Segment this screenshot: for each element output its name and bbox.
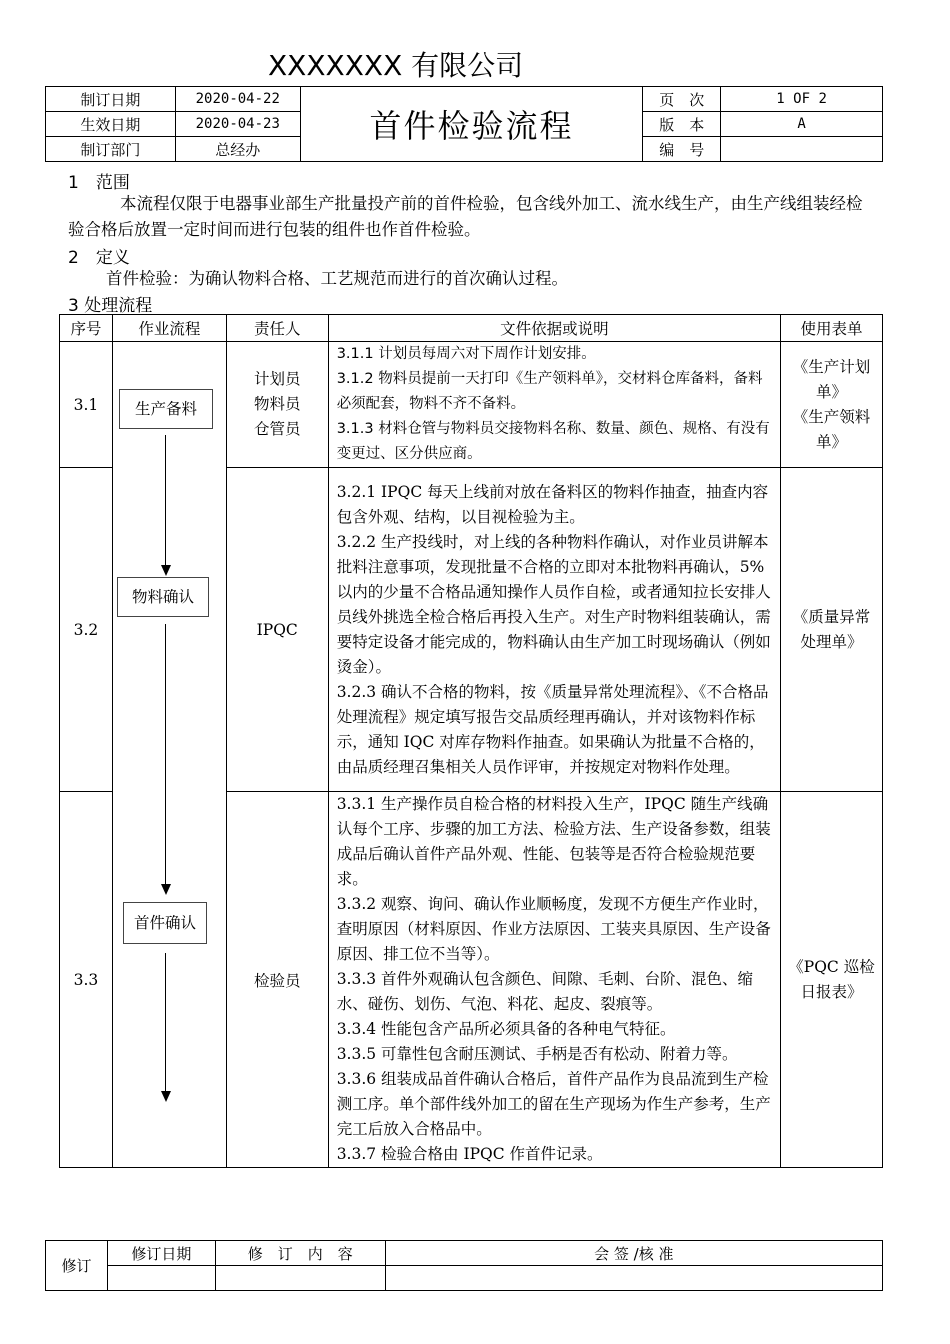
- header-value-issue-date: 2020-04-22: [175, 87, 300, 112]
- description-item: 3.3.4 性能包含产品所必须具备的各种电气特征。: [336, 1020, 676, 1038]
- description-item: 3.2.3 确认不合格的物料，按《质量异常处理流程》、《不合格品处理流程》规定填写报告交品质经理再确认，并对该物料作标示，通知 IQC 对库存物料作抽查。如果确认为批量不合格的，由品质经理召集相关人员作评审，并按规定对物料作处理。: [336, 682, 769, 776]
- company-name: XXXXXXX 有限公司: [268, 49, 524, 82]
- header-value-effective-date: 2020-04-23: [175, 112, 300, 137]
- column-header-description: 文件依据或说明: [328, 315, 780, 342]
- responsible-person: 计划员: [253, 370, 301, 388]
- header-value-page: 1 OF 2: [721, 87, 883, 112]
- header-value-number: [721, 137, 883, 162]
- section-1-text: 本流程仅限于电器事业部生产批量投产前的首件检验，包含线外加工、流水线生产，由生产线组装经检验合格后放置一定时间而进行包装的组件也作首件检验。: [68, 194, 863, 239]
- description-item: 3.2.1 IPQC 每天上线前对放在备料区的物料作抽查，抽查内容包含外观、结构，以目视检验为主。: [336, 482, 769, 526]
- row-number: 3.1: [60, 342, 113, 468]
- revision-table: [45, 1240, 883, 1291]
- flow-connector-line: [165, 624, 166, 884]
- revision-side-label: 修订: [46, 1241, 108, 1291]
- row-number: 3.2: [60, 468, 113, 792]
- responsible-cell: [226, 468, 328, 792]
- section-1-title: 1 范围: [68, 173, 130, 193]
- responsible-person: 仓管员: [253, 420, 301, 438]
- header-label-issue-date: 制订日期: [46, 87, 176, 112]
- flow-column-cell: [112, 342, 226, 1168]
- section-3-title: 3 处理流程: [68, 296, 153, 316]
- description-cell: [328, 342, 780, 468]
- document-header-table: [45, 86, 883, 162]
- form-name: 《PQC 巡检日报表》: [788, 957, 875, 1001]
- flow-connector-line: [165, 435, 166, 566]
- flow-arrow-down-icon: [161, 1091, 171, 1102]
- process-table-header-row: [60, 315, 883, 342]
- forms-cell: [781, 342, 883, 468]
- flow-arrow-down-icon: [161, 565, 171, 576]
- forms-cell: [781, 468, 883, 792]
- form-name: 《质量异常处理单》: [792, 607, 871, 651]
- description-item: 3.2.2 生产投线时，对上线的各种物料作确认，对作业员讲解本批料注意事项，发现批量不合格的立即对本批物料再确认，5%以内的少量不合格品通知操作人员作自检，或者通知拉长安排人员线外挑选全检合格后再投入生产。对生产时物料组装确认，需要特定设备才能完成的，物料确认由生产加工时现场确认（例如烫金）。: [336, 532, 771, 676]
- flow-step-prepare-materials: 生产备料: [119, 389, 213, 429]
- flow-connector-line: [165, 953, 166, 1092]
- header-label-department: 制订部门: [46, 137, 176, 162]
- responsible-cell: [226, 342, 328, 468]
- row-number: 3.3: [60, 792, 113, 1168]
- description-cell: [328, 792, 780, 1168]
- revision-date-header: 修订日期: [107, 1241, 215, 1266]
- column-header-responsible: 责任人: [226, 315, 328, 342]
- revision-date-cell: [107, 1266, 215, 1291]
- revision-content-header: 修 订 内 容: [215, 1241, 385, 1266]
- header-label-version: 版 本: [643, 112, 721, 137]
- description-item: 3.3.7 检验合格由 IPQC 作首件记录。: [336, 1145, 603, 1163]
- revision-sign-cell: [385, 1266, 882, 1291]
- form-name: 《生产领料单》: [792, 407, 871, 451]
- header-label-number: 编 号: [643, 137, 721, 162]
- description-item: 3.3.2 观察、询问、确认作业顺畅度，发现不方便生产作业时，查明原因（材料原因、作业方法原因、工装夹具原因、生产设备原因、排工位不当等）。: [336, 895, 771, 963]
- responsible-person: IPQC: [256, 620, 298, 639]
- forms-cell: [781, 792, 883, 1168]
- header-label-effective-date: 生效日期: [46, 112, 176, 137]
- process-table: [59, 314, 883, 1168]
- responsible-person: 检验员: [253, 971, 301, 990]
- description-item: 3.3.3 首件外观确认包含颜色、间隙、毛刺、台阶、混色、缩水、碰伤、划伤、气泡、料花、起皮、裂痕等。: [336, 970, 754, 1013]
- document-title: 首件检验流程: [300, 87, 643, 162]
- column-header-no: 序号: [60, 315, 113, 342]
- flow-arrow-down-icon: [161, 884, 171, 895]
- flow-step-first-article-confirm: 首件确认: [123, 902, 207, 944]
- revision-sign-header: 会 签 /核 准: [385, 1241, 882, 1266]
- description-cell: [328, 468, 780, 792]
- section-2-title: 2 定义: [68, 248, 130, 268]
- responsible-person: 物料员: [253, 395, 301, 413]
- header-value-department: 总经办: [175, 137, 300, 162]
- description-item: 3.3.6 组装成品首件确认合格后，首件产品作为良品流到生产检测工序。单个部件线外加工的留在生产现场为作生产参考，生产完工后放入合格品中。: [336, 1070, 771, 1138]
- description-item: 3.1.3 材料仓管与物料员交接物料名称、数量、颜色、规格、有没有变更过、区分供应商。: [336, 421, 770, 462]
- revision-content-cell: [215, 1266, 385, 1291]
- description-item: 3.1.1 计划员每周六对下周作计划安排。: [336, 346, 596, 362]
- header-value-version: A: [721, 112, 883, 137]
- form-name: 《生产计划单》: [792, 357, 871, 401]
- flow-step-material-confirm: 物料确认: [117, 577, 209, 617]
- description-item: 3.3.5 可靠性包含耐压测试、手柄是否有松动、附着力等。: [336, 1045, 738, 1063]
- description-item: 3.1.2 物料员提前一天打印《生产领料单》，交材料仓库备料，备料必须配套，物料不齐不备料。: [336, 371, 763, 412]
- header-label-page: 页 次: [643, 87, 721, 112]
- section-2-text: 首件检验：为确认物料合格、工艺规范而进行的首次确认过程。: [106, 269, 568, 288]
- column-header-flow: 作业流程: [112, 315, 226, 342]
- column-header-forms: 使用表单: [781, 315, 883, 342]
- description-item: 3.3.1 生产操作员自检合格的材料投入生产，IPQC 随生产线确认每个工序、步骤的加工方法、检验方法、生产设备参数，组装成品后确认首件产品外观、性能、包装等是否符合检验规范要求。: [336, 795, 771, 888]
- responsible-cell: [226, 792, 328, 1168]
